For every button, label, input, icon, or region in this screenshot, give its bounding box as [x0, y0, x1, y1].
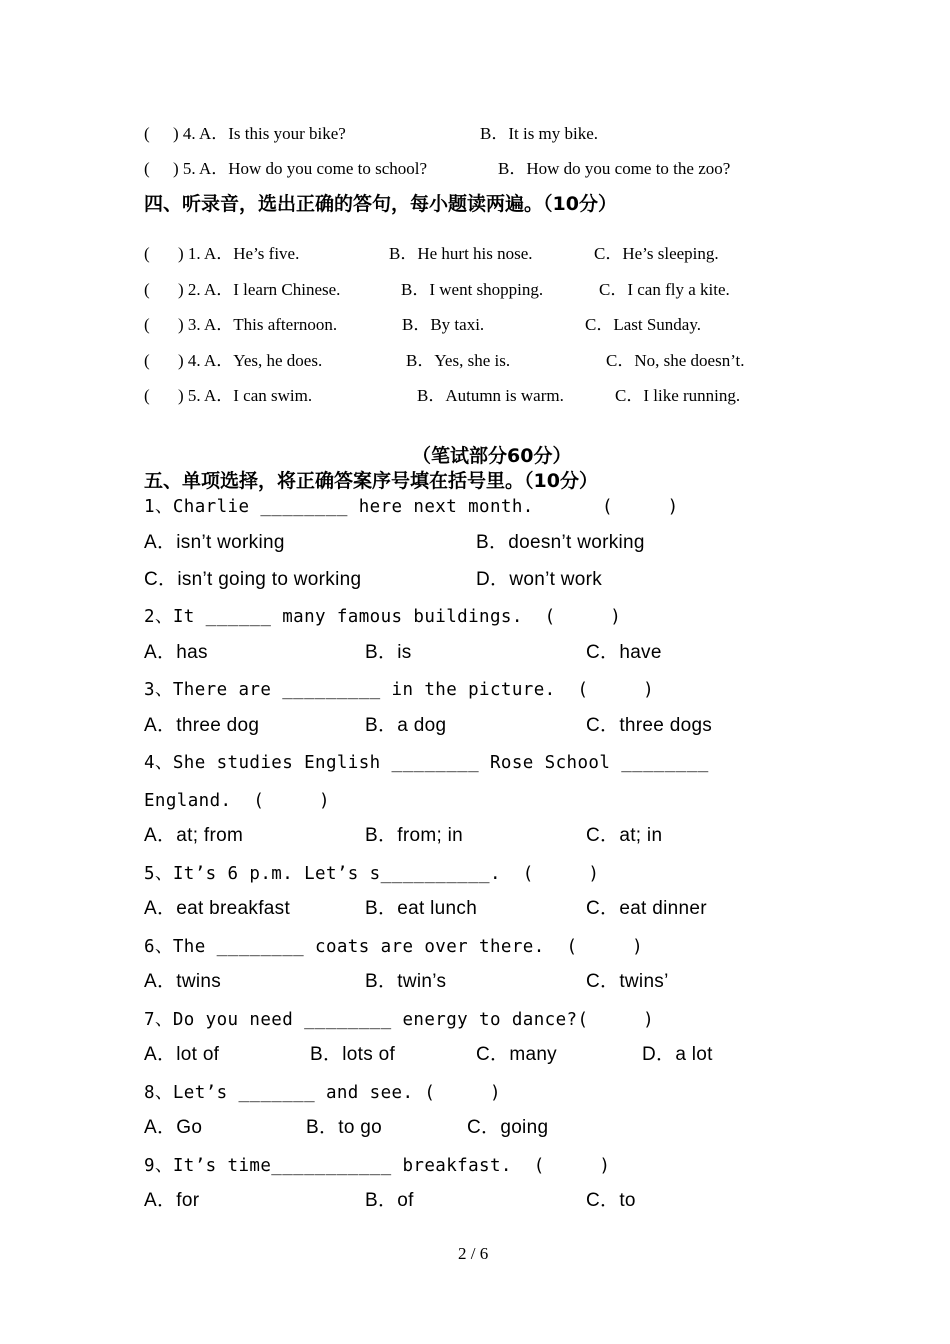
- question-text: 2、It ______ many famous buildings. ( ): [144, 607, 622, 627]
- question-text: 6、The ________ coats are over there. ( ): [144, 937, 644, 957]
- option-a: ) 5. A．How do you come to school?: [173, 159, 428, 178]
- question-1: [0, 496, 950, 526]
- option-a: ) 5. A．I can swim.: [178, 386, 313, 405]
- option-b: B．Yes, she is.: [406, 351, 511, 370]
- q7-options: [0, 1044, 950, 1074]
- answer-paren: (: [144, 244, 150, 263]
- option-b: B．I went shopping.: [401, 280, 544, 299]
- question-4-line2: [0, 790, 950, 820]
- option-a: ) 4. A．Yes, he does.: [178, 351, 323, 370]
- answer-paren: (: [144, 386, 150, 405]
- option-a: A．has: [144, 642, 208, 663]
- question-9: [0, 1155, 950, 1185]
- question-6: [0, 936, 950, 966]
- page-number: 2 / 6: [458, 1244, 489, 1263]
- q4-options: [0, 825, 950, 855]
- q6-options: [0, 971, 950, 1001]
- q1-options-row1: [0, 532, 950, 562]
- question-5: [0, 863, 950, 893]
- question-text: 7、Do you need ________ energy to dance?( ): [144, 1010, 655, 1030]
- s4-item-3: [0, 315, 950, 345]
- option-b: B．twin’s: [365, 971, 447, 992]
- question-text: 3、There are _________ in the picture. ( ): [144, 680, 655, 700]
- option-c: C．twins’: [586, 971, 669, 992]
- option-c: C．eat dinner: [586, 898, 707, 919]
- section5-heading: 五、单项选择，将正确答案序号填在括号里。（10分）: [144, 470, 598, 492]
- option-c: C．He’s sleeping.: [594, 244, 719, 263]
- option-a: ) 4. A．Is this your bike?: [173, 124, 346, 143]
- option-d: D．a lot: [642, 1044, 713, 1065]
- written-part-title: （笔试部分60分）: [412, 445, 572, 467]
- q5-options: [0, 898, 950, 928]
- option-c: C．isn’t going to working: [144, 569, 362, 590]
- option-a: A．isn’t working: [144, 532, 285, 553]
- option-b: B．eat lunch: [365, 898, 478, 919]
- option-b: B．of: [365, 1190, 414, 1211]
- option-b: B．doesn’t working: [476, 532, 645, 553]
- q1-options-row2: [0, 569, 950, 599]
- question-text: 4、She studies English ________ Rose School ________: [144, 753, 709, 773]
- option-c: C．to: [586, 1190, 636, 1211]
- answer-paren: (: [144, 351, 150, 370]
- question-8: [0, 1082, 950, 1112]
- option-b: B．to go: [306, 1117, 383, 1138]
- option-d: D．won’t work: [476, 569, 603, 590]
- option-c: C．at; in: [586, 825, 663, 846]
- section4-heading: 四、听录音，选出正确的答句，每小题读两遍。（10分）: [144, 193, 617, 215]
- option-a: A．three dog: [144, 715, 260, 736]
- q3-options: [0, 715, 950, 745]
- option-a: A．for: [144, 1190, 200, 1211]
- option-a: A．at; from: [144, 825, 244, 846]
- option-b: B．is: [365, 642, 412, 663]
- answer-paren: (: [144, 315, 150, 334]
- option-a: A．Go: [144, 1117, 203, 1138]
- answer-paren: ( ): [602, 497, 679, 517]
- question-3: [0, 679, 950, 709]
- option-a: ) 1. A．He’s five.: [178, 244, 300, 263]
- question-text-cont: England. ( ): [144, 791, 330, 811]
- question-text: 5、It’s 6 p.m. Let’s s__________. ( ): [144, 864, 600, 884]
- question-text: 8、Let’s _______ and see. ( ): [144, 1083, 501, 1103]
- option-c: C．three dogs: [586, 715, 713, 736]
- question-text: 9、It’s time___________ breakfast. ( ): [144, 1156, 611, 1176]
- answer-paren: (: [144, 280, 150, 299]
- option-b: B．It is my bike.: [480, 124, 599, 143]
- answer-paren: (: [144, 159, 150, 178]
- question-text: 1、Charlie ________ here next month.: [144, 497, 534, 517]
- page-footer: [0, 1244, 950, 1274]
- s3-item-5: [0, 159, 950, 189]
- option-b: B．By taxi.: [402, 315, 485, 334]
- s4-item-5: [0, 386, 950, 416]
- option-b: B．He hurt his nose.: [389, 244, 533, 263]
- question-4-line1: [0, 752, 950, 782]
- option-c: C．I like running.: [615, 386, 741, 405]
- option-c: C．going: [467, 1117, 549, 1138]
- option-b: B．lots of: [310, 1044, 396, 1065]
- answer-paren: (: [144, 124, 150, 143]
- option-c: C．many: [476, 1044, 557, 1065]
- q9-options: [0, 1190, 950, 1220]
- option-b: B．Autumn is warm.: [417, 386, 564, 405]
- q2-options: [0, 642, 950, 672]
- option-a: A．eat breakfast: [144, 898, 291, 919]
- s4-item-4: [0, 351, 950, 381]
- option-c: C．Last Sunday.: [585, 315, 702, 334]
- option-b: B．from; in: [365, 825, 464, 846]
- q8-options: [0, 1117, 950, 1147]
- option-a: ) 2. A．I learn Chinese.: [178, 280, 341, 299]
- option-a: A．twins: [144, 971, 222, 992]
- option-c: C．No, she doesn’t.: [606, 351, 745, 370]
- option-c: C．have: [586, 642, 662, 663]
- option-a: ) 3. A．This afternoon.: [178, 315, 338, 334]
- option-a: A．lot of: [144, 1044, 220, 1065]
- s4-item-1: [0, 244, 950, 274]
- option-b: B．How do you come to the zoo?: [498, 159, 731, 178]
- question-7: [0, 1009, 950, 1039]
- option-b: B．a dog: [365, 715, 447, 736]
- option-c: C．I can fly a kite.: [599, 280, 730, 299]
- s4-item-2: [0, 280, 950, 310]
- question-2: [0, 606, 950, 636]
- s3-item-4: [0, 124, 950, 154]
